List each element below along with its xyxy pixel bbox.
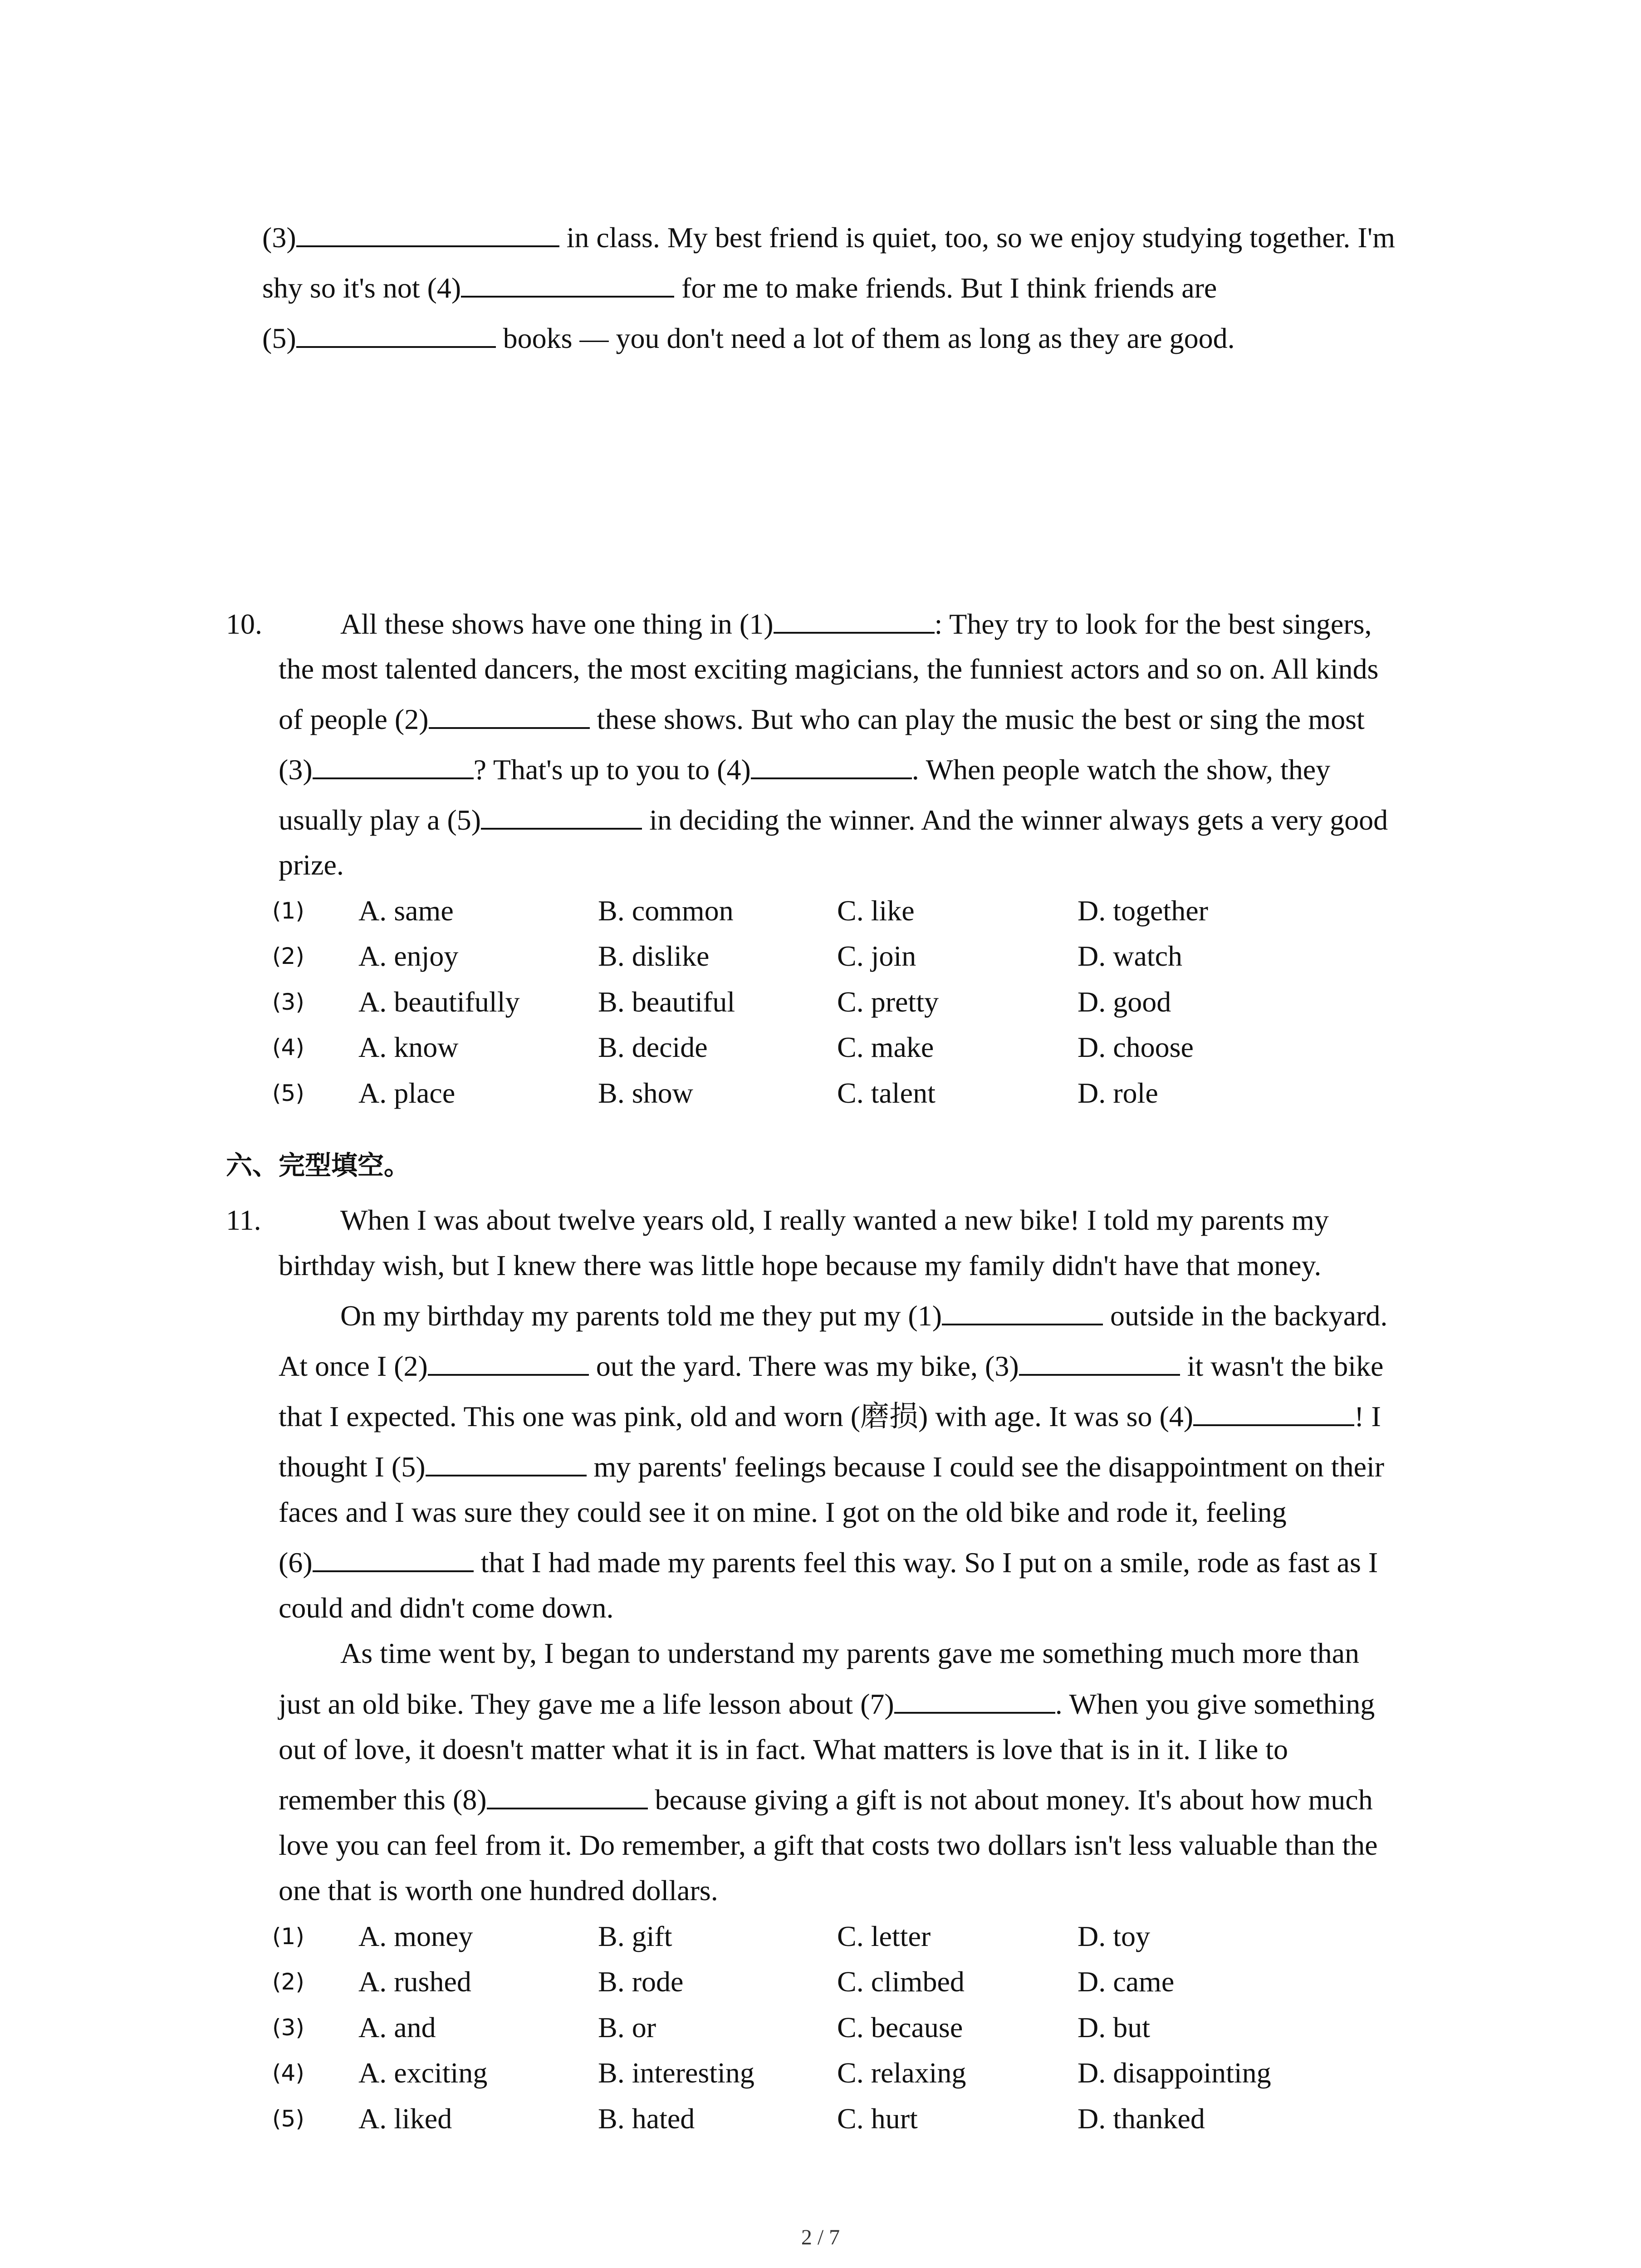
option-d[interactable]: D. watch <box>1078 940 1183 972</box>
option-c[interactable]: C. because <box>837 2011 963 2043</box>
option-row <box>272 2100 1452 2137</box>
passage-line <box>340 1202 1329 1239</box>
answer-blank[interactable] <box>428 1369 589 1376</box>
answer-blank[interactable] <box>942 1319 1103 1325</box>
text: When I was about twelve years old, I really wanted a new bike! I told my parents my <box>340 1204 1329 1236</box>
text: : They try to look for the best singers, <box>934 608 1372 640</box>
option-row <box>272 1075 1452 1112</box>
option-number: (2) <box>272 943 304 969</box>
passage-line <box>340 1297 1387 1334</box>
text: out the yard. There was my bike, (3) <box>588 1350 1019 1382</box>
option-number: (5) <box>272 1080 304 1106</box>
passage-line <box>279 1827 1378 1864</box>
text: (5) <box>262 322 296 354</box>
passage-line <box>279 1398 1381 1435</box>
answer-blank[interactable] <box>1019 1369 1180 1376</box>
option-d[interactable]: D. choose <box>1078 1031 1194 1063</box>
text: out of love, it doesn't matter what it is in fact. What matters is love that is in it. I like to <box>279 1733 1288 1765</box>
option-c[interactable]: C. join <box>837 940 916 972</box>
option-d[interactable]: D. thanked <box>1078 2102 1205 2135</box>
option-row <box>272 1918 1452 1955</box>
text: these shows. But who can play the music the best or sing the most <box>589 703 1365 735</box>
option-number: (3) <box>272 989 304 1015</box>
text: usually play a (5) <box>279 804 481 836</box>
answer-blank[interactable] <box>774 627 935 634</box>
text: one that is worth one hundred dollars. <box>279 1874 718 1906</box>
passage-line <box>279 701 1365 738</box>
text: All these shows have one thing in (1) <box>340 608 774 640</box>
text: that I had made my parents feel this way. So I put on a smile, rode as fast as I <box>473 1546 1378 1579</box>
passage-line <box>262 320 1235 357</box>
text: (3) <box>279 753 313 786</box>
passage-line <box>279 1448 1384 1486</box>
passage-line <box>279 1781 1373 1818</box>
passage-line <box>279 1247 1321 1284</box>
option-b[interactable]: B. hated <box>598 2102 695 2135</box>
text: . When people watch the show, they <box>911 753 1331 786</box>
option-b[interactable]: B. gift <box>598 1920 672 1952</box>
text: ! I <box>1354 1400 1381 1432</box>
option-c[interactable]: C. relaxing <box>837 2057 966 2089</box>
option-row <box>272 1029 1452 1066</box>
option-row <box>272 983 1452 1021</box>
question-number: 11. <box>226 1204 261 1236</box>
text: thought I (5) <box>279 1451 426 1483</box>
option-a[interactable]: A. money <box>358 1920 473 1952</box>
text: birthday wish, but I knew there was little hope because my family didn't have that money. <box>279 1249 1322 1281</box>
text: of people (2) <box>279 703 429 735</box>
option-b[interactable]: B. beautiful <box>598 986 735 1018</box>
answer-blank[interactable] <box>296 241 559 247</box>
option-c[interactable]: C. talent <box>837 1077 936 1109</box>
option-row <box>272 2054 1452 2092</box>
page-number: 2 / 7 <box>801 2225 840 2249</box>
option-a[interactable]: A. same <box>358 894 454 927</box>
passage-line <box>262 219 1395 256</box>
passage-line <box>340 1635 1359 1672</box>
option-a[interactable]: A. liked <box>358 2102 452 2135</box>
text: for me to make friends. But I think friends are <box>674 272 1217 304</box>
option-d[interactable]: D. role <box>1078 1077 1158 1109</box>
text: . When you give something <box>1055 1688 1375 1720</box>
passage-line <box>279 802 1388 839</box>
option-row <box>272 892 1452 929</box>
option-b[interactable]: B. or <box>598 2011 656 2043</box>
option-a[interactable]: A. exciting <box>358 2057 488 2089</box>
option-a[interactable]: A. enjoy <box>358 940 459 972</box>
option-d[interactable]: D. toy <box>1078 1920 1150 1952</box>
text: in deciding the winner. And the winner always gets a very good <box>642 804 1388 836</box>
passage-line <box>340 606 1372 643</box>
option-b[interactable]: B. show <box>598 1077 693 1109</box>
text: On my birthday my parents told me they put my (1) <box>340 1300 942 1332</box>
option-a[interactable]: A. rushed <box>358 1965 471 1998</box>
text: remember this (8) <box>279 1784 487 1816</box>
text: (3) <box>262 221 296 254</box>
option-number: (4) <box>272 1034 304 1061</box>
passage-line <box>279 1686 1375 1723</box>
option-a[interactable]: A. place <box>358 1077 456 1109</box>
option-number: (4) <box>272 2060 304 2086</box>
passage-line <box>279 1589 614 1627</box>
text: love you can feel from it. Do remember, a gift that costs two dollars isn't less valuable than the <box>279 1829 1378 1861</box>
answer-blank[interactable] <box>751 773 912 779</box>
text: it wasn't the bike <box>1180 1350 1384 1382</box>
answer-blank[interactable] <box>487 1803 648 1809</box>
answer-blank[interactable] <box>461 291 674 298</box>
option-number: (1) <box>272 1923 304 1950</box>
option-a[interactable]: A. know <box>358 1031 459 1063</box>
passage-line <box>279 650 1378 688</box>
option-b[interactable]: B. decide <box>598 1031 708 1063</box>
text: outside in the backyard. <box>1103 1300 1388 1332</box>
text: books — you don't need a lot of them as long as they are good. <box>495 322 1235 354</box>
option-row <box>272 1963 1452 2000</box>
answer-blank[interactable] <box>1193 1420 1354 1426</box>
text: As time went by, I began to understand my parents gave me something much more than <box>340 1637 1359 1669</box>
option-c[interactable]: C. like <box>837 894 915 927</box>
option-d[interactable]: D. good <box>1078 986 1171 1018</box>
option-b[interactable]: B. dislike <box>598 940 710 972</box>
option-b[interactable]: B. interesting <box>598 2057 754 2089</box>
text: shy so it's not (4) <box>262 272 461 304</box>
answer-blank[interactable] <box>481 823 642 830</box>
text: could and didn't come down. <box>279 1592 614 1624</box>
text: the most talented dancers, the most exciting magicians, the funniest actors and so on. All kinds <box>279 653 1379 685</box>
passage-line <box>279 846 344 884</box>
answer-blank[interactable] <box>313 773 474 779</box>
passage-line <box>279 1872 718 1909</box>
text: my parents' feelings because I could see the disappointment on their <box>586 1451 1385 1483</box>
text: (6) <box>279 1546 313 1579</box>
option-number: (3) <box>272 2014 304 2041</box>
passage-line <box>279 1348 1383 1385</box>
option-a[interactable]: A. beautifully <box>358 986 520 1018</box>
option-row <box>272 2009 1452 2046</box>
answer-blank[interactable] <box>429 723 590 729</box>
answer-blank[interactable] <box>894 1707 1055 1714</box>
text: in class. My best friend is quiet, too, so we enjoy studying together. I'm <box>559 221 1396 254</box>
option-a[interactable]: A. and <box>358 2011 436 2043</box>
text: that I expected. This one was pink, old and worn (磨损) with age. It was so (4) <box>279 1400 1194 1432</box>
option-number: (5) <box>272 2106 304 2132</box>
section-title: 六、完型填空。 <box>226 1150 411 1181</box>
option-number: (1) <box>272 898 304 924</box>
option-d[interactable]: D. but <box>1078 2011 1150 2043</box>
text: just an old bike. They gave me a life lesson about (7) <box>279 1688 894 1720</box>
option-d[interactable]: D. together <box>1078 894 1208 927</box>
option-number: (2) <box>272 1969 304 1995</box>
option-c[interactable]: C. hurt <box>837 2102 918 2135</box>
option-c[interactable]: C. pretty <box>837 986 939 1018</box>
passage-line <box>262 269 1217 307</box>
text: At once I (2) <box>279 1350 428 1382</box>
text: ? That's up to you to (4) <box>473 753 751 786</box>
option-d[interactable]: D. disappointing <box>1078 2057 1271 2089</box>
option-d[interactable]: D. came <box>1078 1965 1175 1998</box>
passage-line <box>279 1544 1378 1581</box>
option-b[interactable]: B. common <box>598 894 734 927</box>
text: because giving a gift is not about money. It's about how much <box>647 1784 1373 1816</box>
option-row <box>272 938 1452 975</box>
passage-line <box>279 1494 1287 1531</box>
option-c[interactable]: C. letter <box>837 1920 931 1952</box>
option-c[interactable]: C. climbed <box>837 1965 965 1998</box>
question-number: 10. <box>226 608 262 640</box>
text: faces and I was sure they could see it on mine. I got on the old bike and rode it, feeling <box>279 1496 1287 1528</box>
option-b[interactable]: B. rode <box>598 1965 684 1998</box>
text: prize. <box>279 849 344 881</box>
answer-blank[interactable] <box>426 1470 587 1476</box>
passage-line <box>279 1731 1288 1768</box>
answer-blank[interactable] <box>296 342 496 348</box>
answer-blank[interactable] <box>313 1566 474 1572</box>
passage-line <box>279 751 1330 788</box>
option-c[interactable]: C. make <box>837 1031 934 1063</box>
